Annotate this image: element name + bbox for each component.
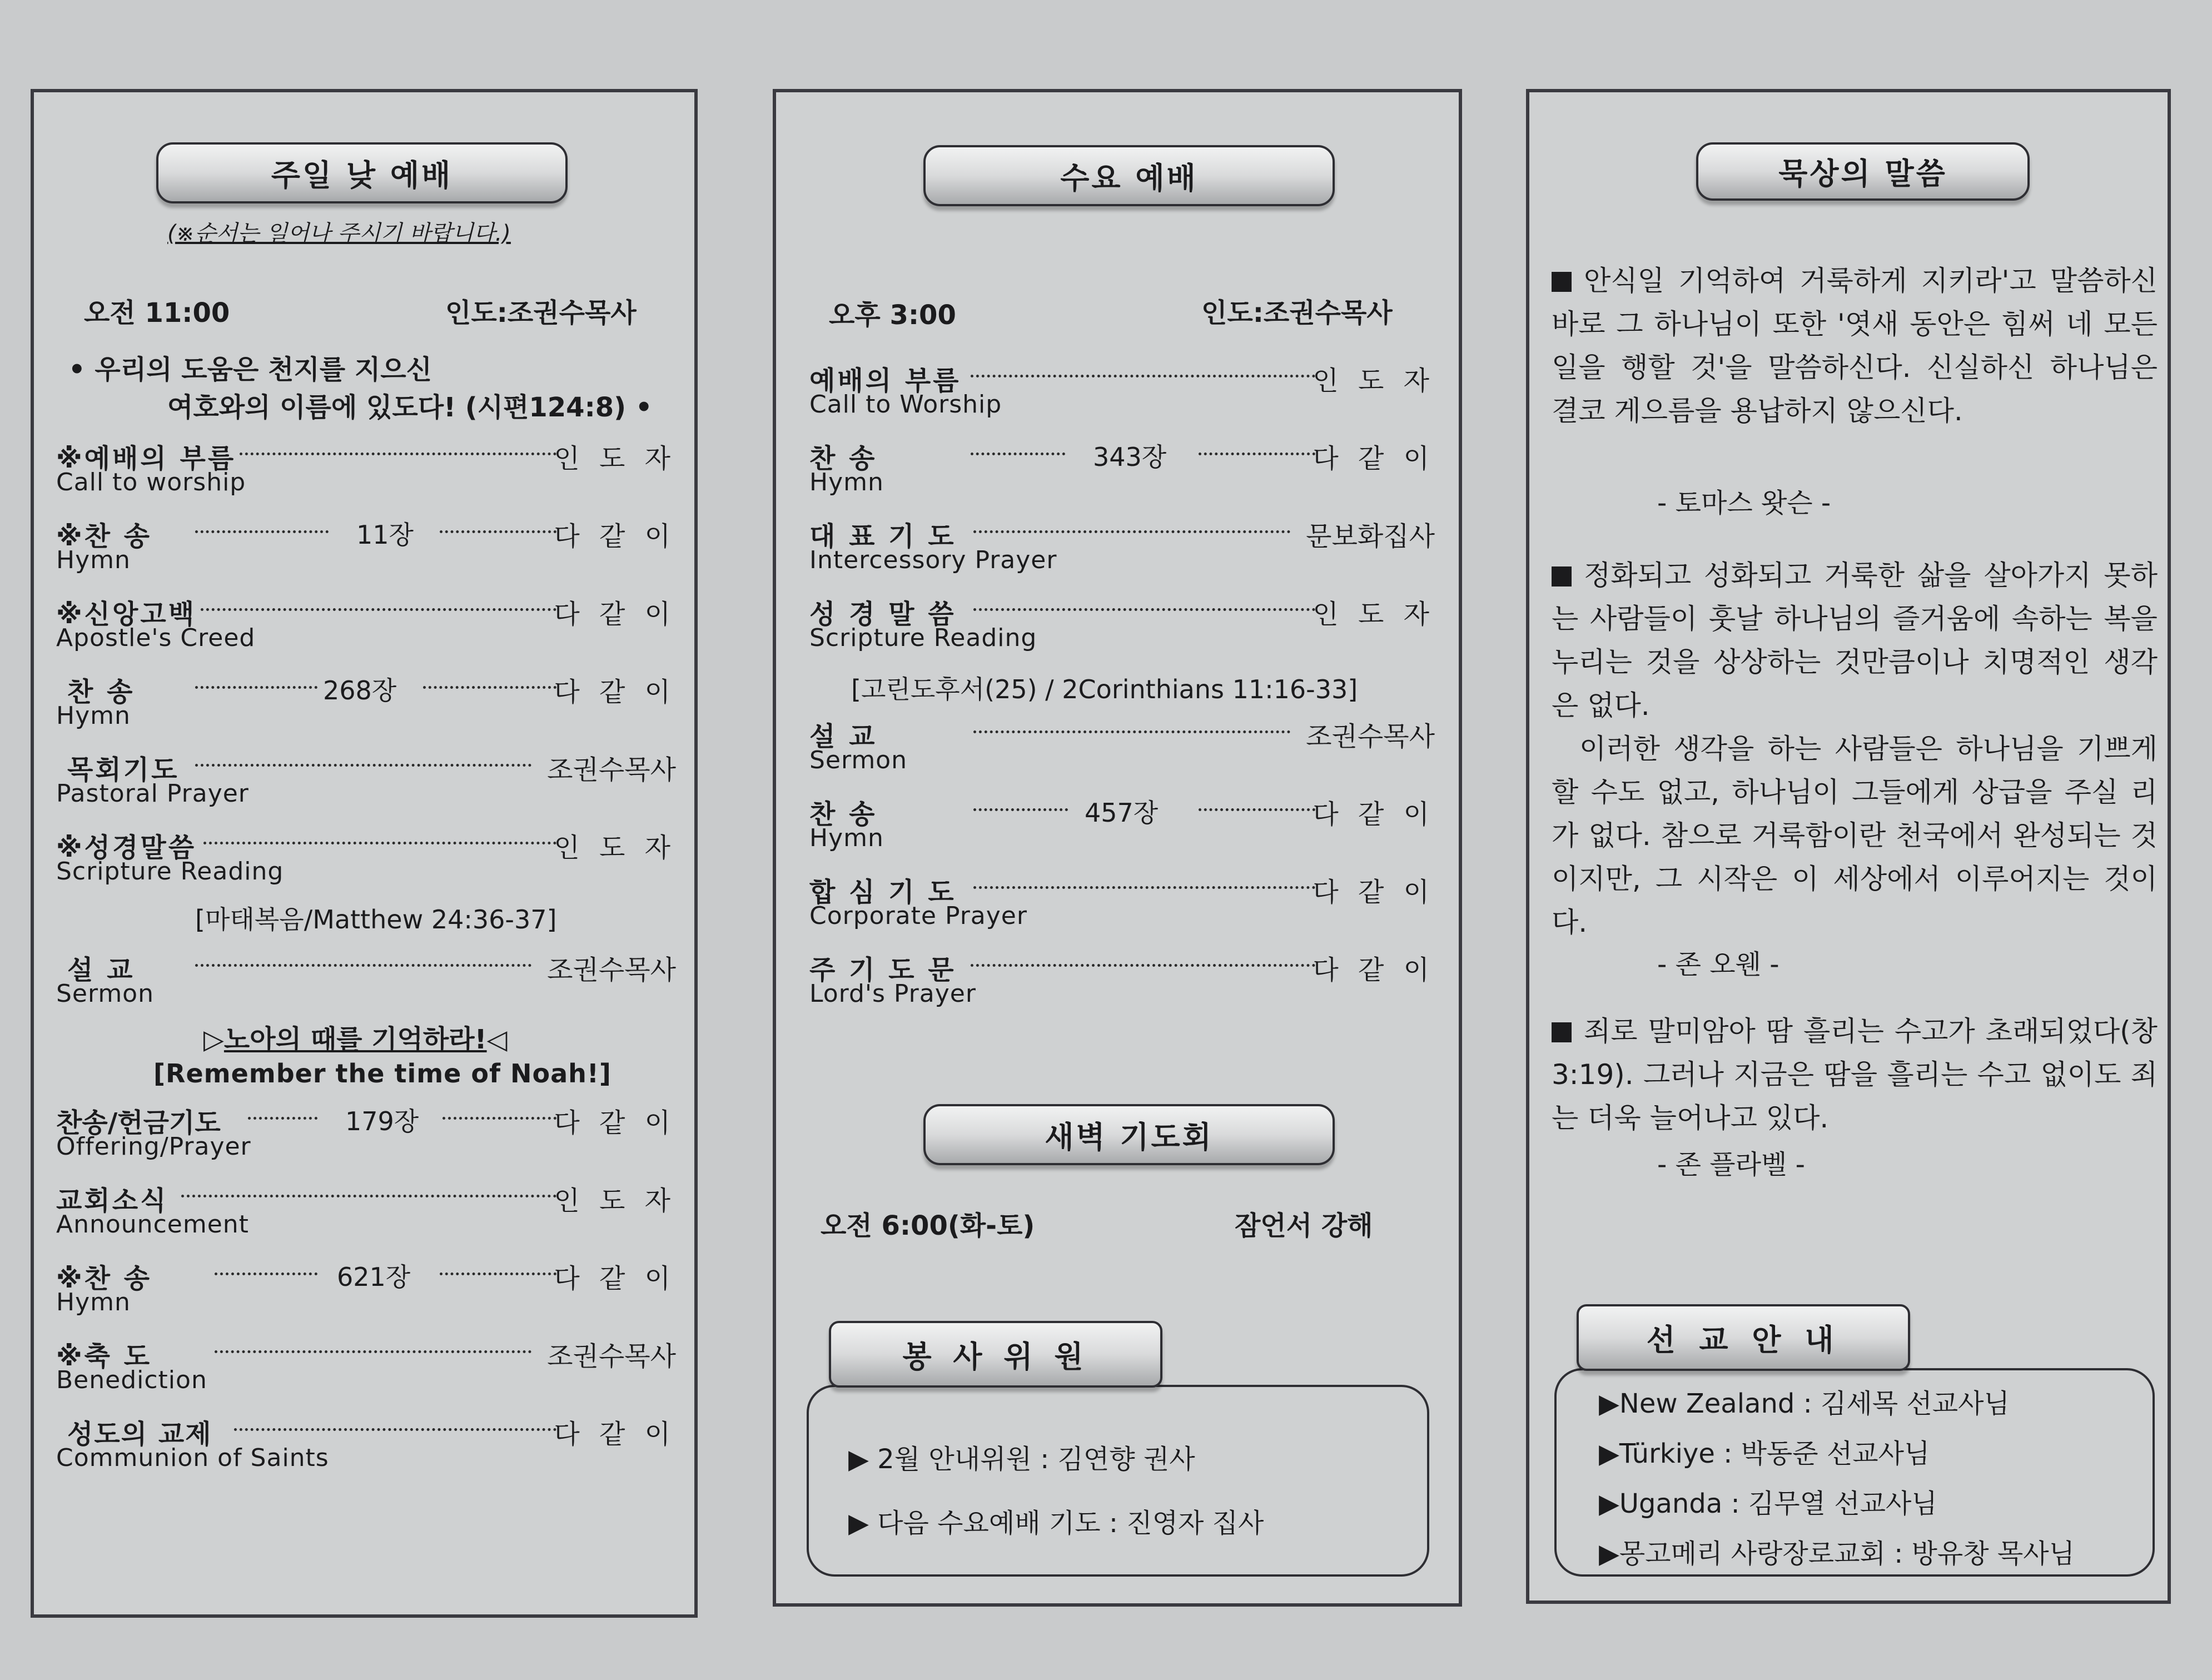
leader-dots <box>195 686 317 689</box>
leader-dots <box>1199 453 1315 455</box>
order-item-en: Hymn <box>56 702 131 730</box>
square-bullet-icon <box>1552 1022 1572 1042</box>
leader-dots <box>973 608 1315 611</box>
order-row <box>809 359 1435 426</box>
order-item-who: 다 같 이 <box>554 677 676 708</box>
wednesday-service-panel <box>773 89 1462 1607</box>
sunday-motto-line2: 여호와의 이름에 있도다! (시편124:8) • <box>167 392 653 423</box>
wednesday-leader: 인도:조권수목사 <box>1201 297 1393 329</box>
sunday-time: 오전 11:00 <box>84 297 230 329</box>
leader-dots <box>195 764 531 767</box>
leader-dots <box>203 842 556 844</box>
order-item-who: 다 같 이 <box>1313 877 1435 908</box>
leader-dots <box>1199 808 1315 811</box>
order-item-ko: 대 표 기 도 <box>809 521 956 552</box>
sunday-scripture-ref: [마태복음/Matthew 24:36-37] <box>195 904 557 935</box>
leader-dots <box>215 1273 317 1275</box>
leader-dots <box>973 808 1068 811</box>
hymn-number: 457장 <box>1085 798 1159 828</box>
meditation-title: 묵상의 말씀 <box>1778 156 1947 191</box>
order-item-ko: ※신앙고백 <box>56 599 197 630</box>
wednesday-scripture-ref: [고린도후서(25) / 2Corinthians 11:16-33] <box>851 674 1358 704</box>
leader-dots <box>195 964 531 967</box>
order-item-en: Corporate Prayer <box>809 902 1027 930</box>
order-item-en: Sermon <box>56 980 154 1008</box>
order-item-who: 다 같 이 <box>554 1107 676 1139</box>
order-item-en: Benediction <box>56 1366 207 1394</box>
leader-dots <box>973 730 1290 733</box>
quote-text: 안식일 기억하여 거룩하게 지키라'고 말씀하신 바로 그 하나님이 또한 '엿새 동안은 힘써 네 모든 일을 행할 것'을 말씀하신다. 신실하신 하나님은 결코 게으름을 용납하지 않으신다. <box>1552 265 2158 427</box>
leader-dots <box>248 1117 317 1120</box>
meditation-quote-3 <box>1552 1010 2158 1140</box>
leader-dots <box>240 453 556 455</box>
order-row <box>809 948 1435 1015</box>
leader-dots <box>973 530 1290 533</box>
order-item-who: 인 도 자 <box>1313 599 1435 630</box>
square-bullet-icon <box>1552 566 1572 586</box>
quote-author: - 토마스 왓슨 - <box>1657 488 1831 519</box>
order-item-en: Intercessory Prayer <box>809 546 1057 574</box>
order-row <box>56 593 676 659</box>
order-row <box>56 748 676 815</box>
order-row <box>809 871 1435 937</box>
order-item-en: Announcement <box>56 1210 249 1239</box>
leader-dots <box>440 1273 556 1275</box>
meditation-panel <box>1526 89 2171 1604</box>
hymn-number: 343장 <box>1093 442 1167 472</box>
leader-dots <box>971 964 1315 967</box>
leader-dots <box>443 1117 556 1120</box>
order-item-who: 인 도 자 <box>1313 365 1435 396</box>
order-item-ko: 예배의 부름 <box>809 365 961 396</box>
order-item-ko: ※예배의 부름 <box>56 443 236 474</box>
order-item-who: 조권수목사 <box>547 1341 676 1372</box>
sunday-leader: 인도:조권수목사 <box>445 297 637 329</box>
leader-dots <box>971 375 1315 377</box>
missions-title: 선 교 안 내 <box>1646 1322 1841 1358</box>
sunday-title-banner <box>156 142 568 203</box>
quote-author: - 존 오웬 - <box>1657 949 1779 980</box>
leader-dots <box>973 886 1315 889</box>
square-bullet-icon <box>1552 272 1572 292</box>
order-item-who: 인 도 자 <box>554 832 676 863</box>
order-item-ko: 찬 송 <box>67 677 135 708</box>
order-row <box>56 1335 676 1401</box>
order-item-en: Hymn <box>56 546 131 574</box>
order-row <box>56 437 676 504</box>
order-item-ko: 설 교 <box>67 955 135 986</box>
order-item-who: 다 같 이 <box>1313 955 1435 986</box>
order-item-who: 조권수목사 <box>547 955 676 986</box>
order-item-who: 다 같 이 <box>554 599 676 630</box>
mission-line: ▶Türkiye : 박동준 선교사님 <box>1599 1438 1930 1469</box>
volunteer-line: ▶ 2월 안내위원 : 김연향 권사 <box>848 1444 1195 1475</box>
order-item-who: 문보화집사 <box>1306 521 1435 552</box>
volunteers-title: 봉 사 위 원 <box>902 1339 1089 1374</box>
mission-line: ▶몽고메리 사랑장로교회 : 방유창 목사님 <box>1599 1538 2075 1569</box>
order-row <box>809 593 1435 659</box>
order-row <box>56 948 676 1015</box>
order-item-ko: ※찬 송 <box>56 1263 152 1294</box>
order-item-en: Call to Worship <box>809 390 1002 419</box>
order-row <box>56 1413 676 1479</box>
order-item-en: Call to worship <box>56 468 246 496</box>
order-item-who: 다 같 이 <box>554 521 676 552</box>
order-item-en: Communion of Saints <box>56 1444 329 1472</box>
meditation-quote-2-cont <box>1552 727 2158 944</box>
order-item-en: Apostle's Creed <box>56 624 256 652</box>
meditation-quote-1 <box>1552 259 2158 433</box>
quote-author: - 존 플라벨 - <box>1657 1149 1805 1180</box>
order-item-ko: ※성경말씀 <box>56 832 197 863</box>
leader-dots <box>201 608 556 611</box>
leader-dots <box>423 686 556 689</box>
order-row <box>56 670 676 737</box>
wednesday-time: 오후 3:00 <box>829 300 956 331</box>
order-item-en: Scripture Reading <box>809 624 1037 652</box>
order-item-ko: 주 기 도 문 <box>809 955 956 986</box>
sunday-motto-line1: • 우리의 도움은 천지를 지으신 <box>68 354 432 385</box>
dawn-time: 오전 6:00(화-토) <box>821 1210 1035 1241</box>
order-item-who: 조권수목사 <box>547 754 676 786</box>
order-item-ko: 찬송/헌금기도 <box>56 1107 221 1139</box>
sermon-title-en: [Remember the time of Noah!] <box>153 1058 612 1088</box>
order-row <box>56 1257 676 1324</box>
order-item-ko: 교회소식 <box>56 1185 168 1216</box>
hymn-number: 621장 <box>337 1262 411 1292</box>
meditation-quote-2 <box>1552 554 2158 727</box>
order-row <box>56 515 676 581</box>
quote-text-continued: 이러한 생각을 하는 사람들은 하나님을 기쁘게 할 수도 없고, 하나님이 그들에게 상급을 주실 리가 없다. 참으로 거룩함이란 천국에서 완성되는 것이지만, 그 시작은 이 세상에서 이루어지는 것이다. <box>1552 733 2158 938</box>
order-item-ko: 찬 송 <box>809 443 877 474</box>
quote-text: 정화되고 성화되고 거룩한 삶을 살아가지 못하는 사람들이 훗날 하나님의 즐거움에 속하는 복을 누리는 것을 상상하는 것만큼이나 치명적인 생각은 없다. <box>1552 559 2158 722</box>
order-item-who: 인 도 자 <box>554 1185 676 1216</box>
sermon-title-right-mark: ◁ <box>486 1024 508 1055</box>
order-row <box>56 1179 676 1246</box>
leader-dots <box>195 530 329 533</box>
dawn-prayer-banner <box>923 1104 1335 1165</box>
order-row <box>56 826 676 893</box>
dawn-title: 새벽 기도회 <box>1045 1119 1214 1155</box>
order-item-who: 다 같 이 <box>1313 799 1435 830</box>
order-item-en: Hymn <box>809 468 884 496</box>
mission-line: ▶New Zealand : 김세목 선교사님 <box>1599 1388 2010 1419</box>
order-row <box>56 1101 676 1168</box>
order-item-en: Hymn <box>56 1288 131 1316</box>
order-item-en: Sermon <box>809 746 907 774</box>
order-item-en: Lord's Prayer <box>809 980 976 1008</box>
leader-dots <box>440 530 556 533</box>
order-item-ko: ※축 도 <box>56 1341 152 1372</box>
order-row <box>809 793 1435 859</box>
order-item-who: 다 같 이 <box>554 1263 676 1294</box>
order-item-en: Offering/Prayer <box>56 1132 251 1161</box>
order-item-en: Pastoral Prayer <box>56 779 249 808</box>
dawn-topic: 잠언서 강해 <box>1235 1210 1373 1241</box>
sermon-title <box>203 1018 507 1056</box>
meditation-title-banner <box>1696 142 2030 201</box>
mission-line: ▶Uganda : 김무열 선교사님 <box>1599 1488 1937 1519</box>
volunteers-banner <box>829 1321 1162 1388</box>
sunday-service-panel <box>31 89 698 1618</box>
volunteer-line: ▶ 다음 수요예배 기도 : 진영자 집사 <box>848 1508 1264 1539</box>
leader-dots <box>215 1350 531 1353</box>
sermon-title-text: 노아의 때를 기억하라! <box>223 1024 487 1055</box>
hymn-number: 268장 <box>323 675 397 705</box>
wednesday-title-banner <box>923 145 1335 206</box>
hymn-number: 179장 <box>345 1106 419 1136</box>
order-item-ko: 성 경 말 씀 <box>809 599 956 630</box>
order-item-en: Hymn <box>809 824 884 852</box>
order-item-ko: 성도의 교제 <box>67 1419 212 1450</box>
order-item-who: 인 도 자 <box>554 443 676 474</box>
order-item-who: 조권수목사 <box>1306 721 1435 752</box>
leader-dots <box>971 453 1065 455</box>
missions-banner <box>1577 1304 1910 1371</box>
sermon-title-left-mark: ▷ <box>203 1024 224 1055</box>
order-item-who: 다 같 이 <box>1313 443 1435 474</box>
order-row <box>809 437 1435 504</box>
sunday-subtitle: (※순서는 일어나 주시기 바랍니다.) <box>167 221 511 246</box>
sunday-title: 주일 낮 예배 <box>271 157 453 193</box>
wednesday-title: 수요 예배 <box>1060 160 1198 196</box>
order-item-ko: 찬 송 <box>809 799 877 830</box>
order-row <box>809 515 1435 581</box>
leader-dots <box>234 1428 556 1431</box>
order-item-en: Scripture Reading <box>56 857 284 886</box>
hymn-number: 11장 <box>356 520 414 550</box>
volunteers-box <box>807 1385 1429 1577</box>
leader-dots <box>181 1195 556 1197</box>
order-item-ko: 설 교 <box>809 721 877 752</box>
order-item-ko: ※찬 송 <box>56 521 152 552</box>
order-row <box>809 715 1435 782</box>
order-item-who: 다 같 이 <box>554 1419 676 1450</box>
quote-text: 죄로 말미암아 땀 흘리는 수고가 초래되었다(창3:19). 그러나 지금은 땀을 흘리는 수고 없이도 죄는 더욱 늘어나고 있다. <box>1552 1015 2158 1134</box>
order-item-ko: 목회기도 <box>67 754 180 786</box>
order-item-ko: 합 심 기 도 <box>809 877 956 908</box>
